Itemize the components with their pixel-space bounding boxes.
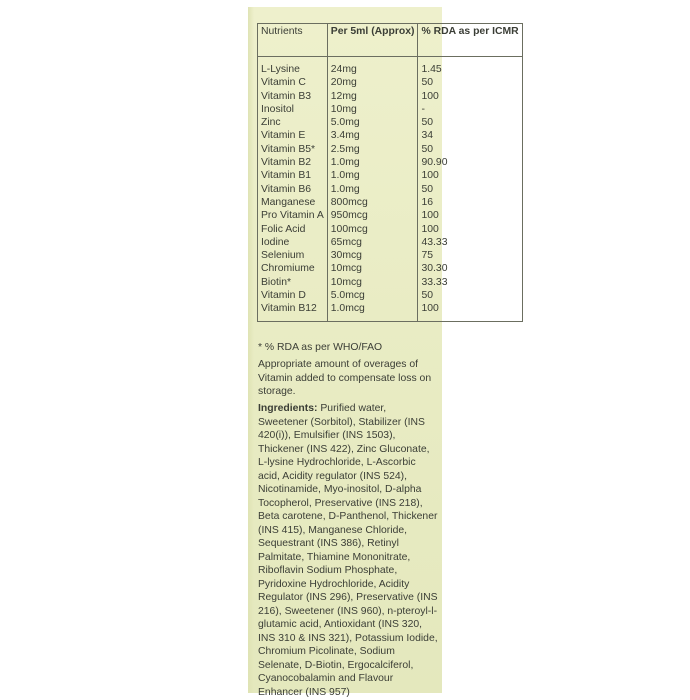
- table-row: [258, 90, 523, 103]
- nutrition-label-panel: [248, 7, 519, 698]
- table-row: [258, 276, 523, 289]
- header-per-5ml: Per 5ml (Approx): [327, 24, 418, 57]
- nutrients-table-header: [258, 24, 523, 57]
- nutrient-amount-cell: 5.0mcg: [327, 289, 418, 302]
- nutrient-rda-cell: 30.30: [418, 262, 522, 275]
- nutrient-name-cell: Selenium: [258, 249, 328, 262]
- nutrient-amount-cell: 800mcg: [327, 196, 418, 209]
- nutrient-rda-cell: 50: [418, 289, 522, 302]
- nutrient-rda-cell: 50: [418, 76, 522, 89]
- nutrient-rda-cell: 33.33: [418, 276, 522, 289]
- nutrient-name-cell: Vitamin D: [258, 289, 328, 302]
- ingredients-label: Ingredients:: [258, 403, 318, 414]
- nutrient-rda-cell: 43.33: [418, 236, 522, 249]
- nutrient-rda-cell: 50: [418, 183, 522, 196]
- nutrient-amount-cell: 65mcg: [327, 236, 418, 249]
- nutrients-table: [257, 23, 523, 322]
- table-row: [258, 143, 523, 156]
- table-row: [258, 302, 523, 321]
- nutrient-rda-cell: -: [418, 103, 522, 116]
- nutrient-amount-cell: 3.4mg: [327, 129, 418, 142]
- nutrient-name-cell: Vitamin B2: [258, 156, 328, 169]
- table-row: [258, 289, 523, 302]
- nutrient-name-cell: Pro Vitamin A: [258, 209, 328, 222]
- header-rda: % RDA as per ICMR: [418, 24, 522, 57]
- nutrient-amount-cell: 24mg: [327, 57, 418, 77]
- nutrient-rda-cell: 90.90: [418, 156, 522, 169]
- nutrient-name-cell: Vitamin B12: [258, 302, 328, 321]
- nutrient-name-cell: Inositol: [258, 103, 328, 116]
- nutrient-name-cell: L-Lysine: [258, 57, 328, 77]
- table-row: [258, 196, 523, 209]
- nutrient-name-cell: Chromiume: [258, 262, 328, 275]
- nutrient-rda-cell: 16: [418, 196, 522, 209]
- nutrient-amount-cell: 1.0mg: [327, 183, 418, 196]
- nutrient-name-cell: Biotin*: [258, 276, 328, 289]
- ingredients-text: Purified water, Sweetener (Sorbitol), Stabilizer (INS 420(i)), Emulsifier (INS 1503), Thickener (INS 422), Zinc Gluconate, L-lysine Hydrochloride, L-Ascorbic acid, Acidity regulator (INS 524), Nicotinamide, Myo-inositol, D-alpha Tocopherol, Preservative (INS 218), Beta carotene, D-Panthenol, Thickener (INS 415), Manganese Chloride, Sequestrant (INS 386), Retinyl Palmitate, Thiamine Mononitrate, Riboflavin Sodium Phosphate, Pyridoxine Hydrochloride, Acidity Regulator (INS 296), Preservative (INS 216), Sweetener (INS 960), n-pteroyl-l-glutamic acid, Antioxidant (INS 320, INS 310 & INS 321), Potassium Iodide, Chromium Picolinate, Sodium Selenate, D-Biotin, Ergocalciferol, Cyanocobalamin and Flavour Enhancer (INS 957): [258, 403, 438, 698]
- nutrient-rda-cell: 34: [418, 129, 522, 142]
- nutrient-name-cell: Folic Acid: [258, 223, 328, 236]
- nutrient-rda-cell: 50: [418, 143, 522, 156]
- nutrient-amount-cell: 950mcg: [327, 209, 418, 222]
- table-row: [258, 169, 523, 182]
- table-row: [258, 103, 523, 116]
- nutrient-name-cell: Zinc: [258, 116, 328, 129]
- nutrient-name-cell: Vitamin B5*: [258, 143, 328, 156]
- nutrient-name-cell: Iodine: [258, 236, 328, 249]
- nutrient-rda-cell: 50: [418, 116, 522, 129]
- nutrient-amount-cell: 5.0mg: [327, 116, 418, 129]
- nutrient-amount-cell: 100mcg: [327, 223, 418, 236]
- nutrient-amount-cell: 20mg: [327, 76, 418, 89]
- nutrient-rda-cell: 100: [418, 169, 522, 182]
- rda-footnote: * % RDA as per WHO/FAO: [258, 342, 383, 353]
- nutrient-amount-cell: 10mcg: [327, 276, 418, 289]
- table-row: [258, 156, 523, 169]
- nutrient-rda-cell: 100: [418, 223, 522, 236]
- panel-edge-shade: [248, 7, 254, 693]
- table-row: [258, 262, 523, 275]
- nutrient-rda-cell: 100: [418, 90, 522, 103]
- header-nutrients: Nutrients: [258, 24, 328, 57]
- nutrient-rda-cell: 75: [418, 249, 522, 262]
- nutrient-amount-cell: 1.0mg: [327, 169, 418, 182]
- table-row: [258, 116, 523, 129]
- nutrient-amount-cell: 12mg: [327, 90, 418, 103]
- nutrient-name-cell: Vitamin B3: [258, 90, 328, 103]
- header-row: [258, 24, 523, 57]
- table-row: [258, 223, 523, 236]
- nutrient-rda-cell: 100: [418, 302, 522, 321]
- nutrient-amount-cell: 10mg: [327, 103, 418, 116]
- table-row: [258, 57, 523, 77]
- nutrient-name-cell: Vitamin E: [258, 129, 328, 142]
- nutrient-name-cell: Vitamin C: [258, 76, 328, 89]
- nutrient-amount-cell: 2.5mg: [327, 143, 418, 156]
- nutrient-amount-cell: 1.0mg: [327, 156, 418, 169]
- nutrient-name-cell: Vitamin B1: [258, 169, 328, 182]
- overage-note: Appropriate amount of overages of Vitamin added to compensate loss on storage.: [258, 359, 432, 397]
- nutrient-amount-cell: 30mcg: [327, 249, 418, 262]
- nutrient-rda-cell: 100: [418, 209, 522, 222]
- nutrients-table-body: [258, 57, 523, 322]
- nutrient-amount-cell: 10mcg: [327, 262, 418, 275]
- ingredients-block: [258, 402, 438, 699]
- nutrient-name-cell: Manganese: [258, 196, 328, 209]
- table-row: [258, 209, 523, 222]
- table-row: [258, 236, 523, 249]
- nutrient-rda-cell: 1.45: [418, 57, 522, 77]
- table-row: [258, 249, 523, 262]
- nutrient-amount-cell: 1.0mcg: [327, 302, 418, 321]
- table-row: [258, 129, 523, 142]
- table-row: [258, 183, 523, 196]
- table-row: [258, 76, 523, 89]
- nutrient-name-cell: Vitamin B6: [258, 183, 328, 196]
